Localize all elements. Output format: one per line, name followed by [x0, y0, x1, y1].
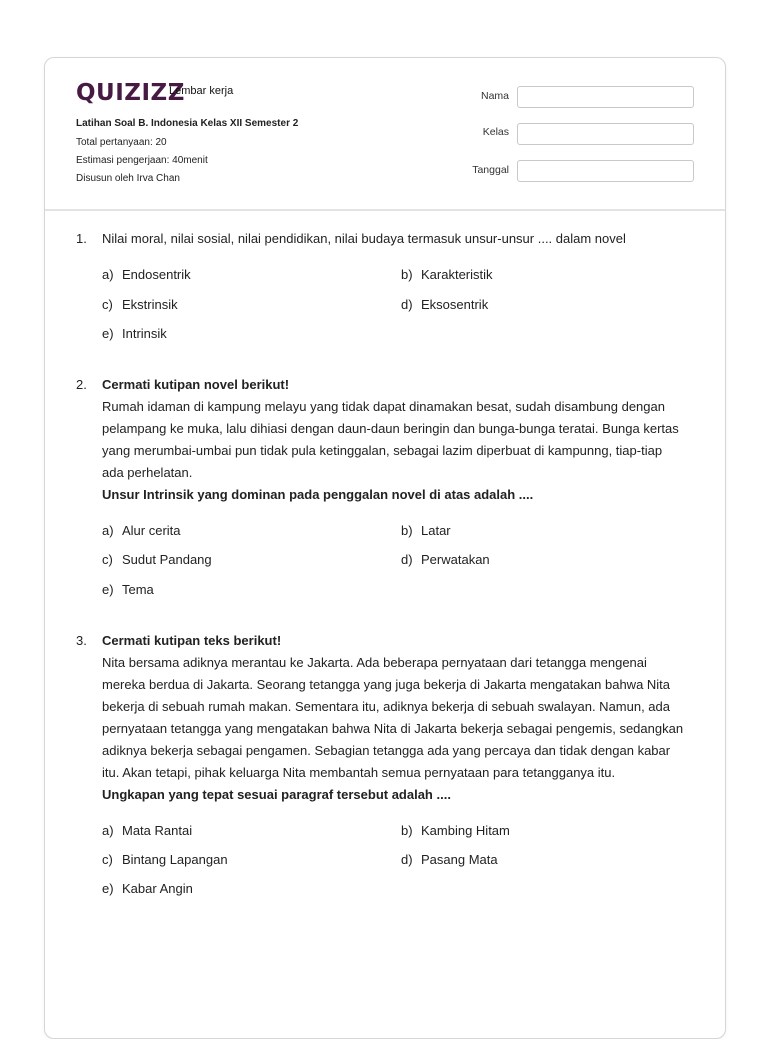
option-text: Kambing Hitam: [421, 823, 510, 838]
option-e[interactable]: [102, 881, 193, 896]
option-text: Pasang Mata: [421, 852, 498, 867]
question-number: 2.: [76, 377, 87, 392]
option-text: Ekstrinsik: [122, 297, 178, 312]
option-text: Bintang Lapangan: [122, 852, 228, 867]
option-d[interactable]: [401, 552, 490, 567]
option-text: Karakteristik: [421, 267, 493, 282]
question-text-line: yang merumbai-umbai pun tidak pula ketinggalan, sebagai lazim diperbuat di kampunng, tiap-tiap: [102, 443, 663, 458]
author-line: Disusun oleh Irva Chan: [76, 173, 180, 184]
option-letter: a): [102, 823, 114, 838]
name-label: Nama: [480, 90, 509, 102]
question-heading: Cermati kutipan teks berikut!: [102, 633, 282, 648]
question-number: 1.: [76, 231, 87, 246]
option-letter: b): [401, 823, 413, 838]
estimated-time: Estimasi pengerjaan: 40menit: [76, 155, 208, 166]
option-letter: e): [102, 326, 114, 341]
question-text-line: Nilai moral, nilai sosial, nilai pendidikan, nilai budaya termasuk unsur-unsur .... dalam novel: [102, 231, 626, 246]
option-letter: b): [401, 523, 413, 538]
question-text-line: Nita bersama adiknya merantau ke Jakarta. Ada beberapa pernyataan dari tetangga mengenai: [102, 655, 647, 670]
option-text: Kabar Angin: [122, 881, 193, 896]
option-a[interactable]: [102, 523, 181, 538]
option-e[interactable]: [102, 582, 154, 597]
option-c[interactable]: [102, 852, 228, 867]
total-questions: Total pertanyaan: 20: [76, 137, 167, 148]
option-d[interactable]: [401, 852, 498, 867]
option-b[interactable]: [401, 523, 451, 538]
date-label: Tanggal: [472, 164, 509, 176]
option-a[interactable]: [102, 823, 192, 838]
question-heading: Cermati kutipan novel berikut!: [102, 377, 290, 392]
option-letter: c): [102, 852, 113, 867]
option-text: Perwatakan: [421, 552, 490, 567]
question-text-line: pelampang ke muka, lalu dihiasi dengan daun-daun beringin dan bunga-bunga teratai. Bunga kertas: [102, 421, 679, 436]
option-letter: a): [102, 523, 114, 538]
option-text: Endosentrik: [122, 267, 191, 282]
option-letter: d): [401, 852, 413, 867]
class-field[interactable]: [517, 123, 694, 145]
option-letter: d): [401, 552, 413, 567]
option-e[interactable]: [102, 326, 167, 341]
question-prompt: Unsur Intrinsik yang dominan pada penggalan novel di atas adalah ....: [102, 487, 534, 502]
question-prompt: Ungkapan yang tepat sesuai paragraf tersebut adalah ....: [102, 787, 451, 802]
question-text-line: bekerja di sebuah rumah makan. Sementara itu, adiknya bekerja di sebuah swalayan. Namun, ada: [102, 699, 671, 714]
option-text: Latar: [421, 523, 451, 538]
question-text-line: itu. Akan tetapi, pihak keluarga Nita membantah semua pernyataan para tetangganya itu.: [102, 765, 616, 780]
option-letter: c): [102, 552, 113, 567]
option-letter: b): [401, 267, 413, 282]
option-letter: c): [102, 297, 113, 312]
question-text-line: adiknya bekerja sebagai pengamen. Sebagian tetangga ada yang percaya dan tidak dengan kabar: [102, 743, 671, 758]
class-label: Kelas: [482, 126, 509, 138]
worksheet-title: Latihan Soal B. Indonesia Kelas XII Semester 2: [76, 118, 299, 129]
question-text-line: pernyataan tetangga yang mengatakan bahwa Nita di Jakarta bekerja sebagai pengemis, sedangkan: [102, 721, 684, 736]
question-text-line: Rumah idaman di kampung melayu yang tidak dapat dinamakan besat, sudah disambung dengan: [102, 399, 665, 414]
option-c[interactable]: [102, 297, 178, 312]
quizizz-logo: QUIZIZZ: [76, 80, 185, 106]
question-text-line: ada perhelatan.: [102, 465, 193, 480]
sheet-type-label: Lembar kerja: [169, 85, 234, 97]
option-text: Mata Rantai: [122, 823, 193, 838]
question-number: 3.: [76, 633, 87, 648]
option-letter: d): [401, 297, 413, 312]
option-text: Intrinsik: [122, 326, 167, 341]
option-text: Sudut Pandang: [122, 552, 212, 567]
question-text-line: mereka berdua di Jakarta. Seorang tetangga yang juga bekerja di Jakarta mengatakan bahwa Nita: [102, 677, 671, 692]
option-text: Eksosentrik: [421, 297, 489, 312]
option-d[interactable]: [401, 297, 488, 312]
option-b[interactable]: [401, 267, 493, 282]
option-a[interactable]: [102, 267, 191, 282]
worksheet-header: [45, 58, 725, 211]
option-letter: e): [102, 582, 114, 597]
option-text: Tema: [122, 582, 154, 597]
option-letter: e): [102, 881, 114, 896]
name-field[interactable]: [517, 86, 694, 108]
option-text: Alur cerita: [122, 523, 181, 538]
option-c[interactable]: [102, 552, 212, 567]
date-field[interactable]: [517, 160, 694, 182]
option-letter: a): [102, 267, 114, 282]
option-b[interactable]: [401, 823, 510, 838]
